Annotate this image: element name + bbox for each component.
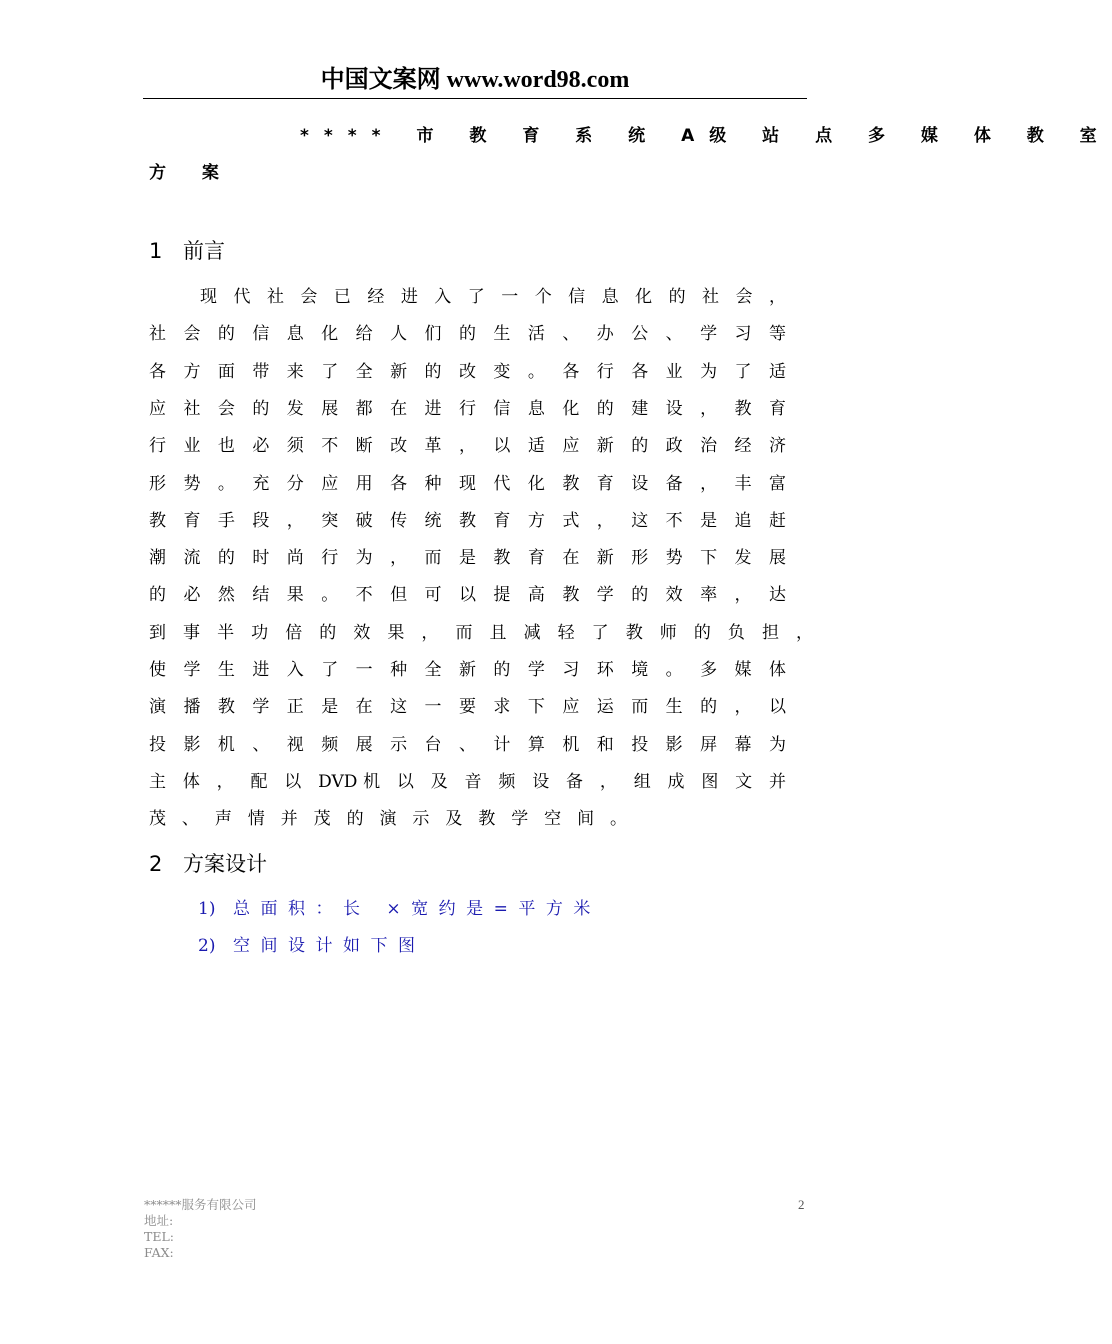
paragraph-line: 的 必 然 结 果 。 不 但 可 以 提 高 教 学 的 效 率 ， 达 <box>149 585 786 605</box>
header-divider <box>143 98 807 99</box>
footer-address: 地址: <box>144 1213 174 1228</box>
document-title-line-1: **** 市 教 育 系 统 A级 站 点 多 媒 体 教 室 <box>300 126 1112 146</box>
list-marker: 1) <box>198 899 216 919</box>
document-title-line-2: 方 案 <box>149 163 234 183</box>
page-number: 2 <box>798 1197 805 1212</box>
footer-company-info <box>144 1197 257 1261</box>
section-title: 前言 <box>183 239 225 263</box>
paragraph-line: 行 业 也 必 须 不 断 改 革 ， 以 适 应 新 的 政 治 经 济 <box>149 436 786 456</box>
paragraph-line: 社 会 的 信 息 化 给 人 们 的 生 活 、 办 公 、 学 习 等 <box>149 324 786 344</box>
paragraph-line: 教 育 手 段 ， 突 破 传 统 教 育 方 式 ， 这 不 是 追 赶 <box>149 511 786 531</box>
paragraph-line: 形 势 。 充 分 应 用 各 种 现 代 化 教 育 设 备 ， 丰 富 <box>149 474 786 494</box>
paragraph-line: 投 影 机 、 视 频 展 示 台 、 计 算 机 和 投 影 屏 幕 为 <box>149 735 786 755</box>
paragraph-line: 潮 流 的 时 尚 行 为 ， 而 是 教 育 在 新 形 势 下 发 展 <box>149 548 786 568</box>
paragraph-line: 各 方 面 带 来 了 全 新 的 改 变 。 各 行 各 业 为 了 适 <box>149 362 786 382</box>
paragraph-line: 主 体 ， 配 以 DVD机 以 及 音 频 设 备 ， 组 成 图 文 并 <box>149 772 786 792</box>
footer-tel: TEL: <box>144 1229 174 1244</box>
paragraph-line: 现 代 社 会 已 经 进 入 了 一 个 信 息 化 的 社 会 ， <box>200 287 786 307</box>
list-item-space-design <box>198 934 426 958</box>
paragraph-line: 茂 、 声 情 并 茂 的 演 示 及 教 学 空 间 。 <box>149 809 627 829</box>
list-marker: 2) <box>198 936 216 956</box>
paragraph-line: 到 事 半 功 倍 的 效 果 ， 而 且 减 轻 了 教 师 的 负 担 ， <box>149 623 813 643</box>
list-item-area <box>198 897 601 921</box>
section-title: 方案设计 <box>183 852 267 876</box>
paragraph-line: 演 播 教 学 正 是 在 这 一 要 求 下 应 运 而 生 的 ， 以 <box>149 697 786 717</box>
section-number: 1 <box>149 239 163 263</box>
paragraph-line: 使 学 生 进 入 了 一 种 全 新 的 学 习 环 境 。 多 媒 体 <box>149 660 786 680</box>
section-heading-1 <box>149 236 225 266</box>
paragraph-line: 应 社 会 的 发 展 都 在 进 行 信 息 化 的 建 设 ， 教 育 <box>149 399 786 419</box>
footer-fax: FAX: <box>144 1245 174 1260</box>
footer-company-name: ******服务有限公司 <box>144 1197 257 1212</box>
list-item-text: 空间设计如下图 <box>233 936 426 956</box>
site-header-title: 中国文案网 www.word98.com <box>320 67 630 93</box>
list-item-text: 总面积：长 ×宽约是=平方米 <box>233 899 601 919</box>
section-heading-2 <box>149 849 267 879</box>
section-number: 2 <box>149 852 163 876</box>
